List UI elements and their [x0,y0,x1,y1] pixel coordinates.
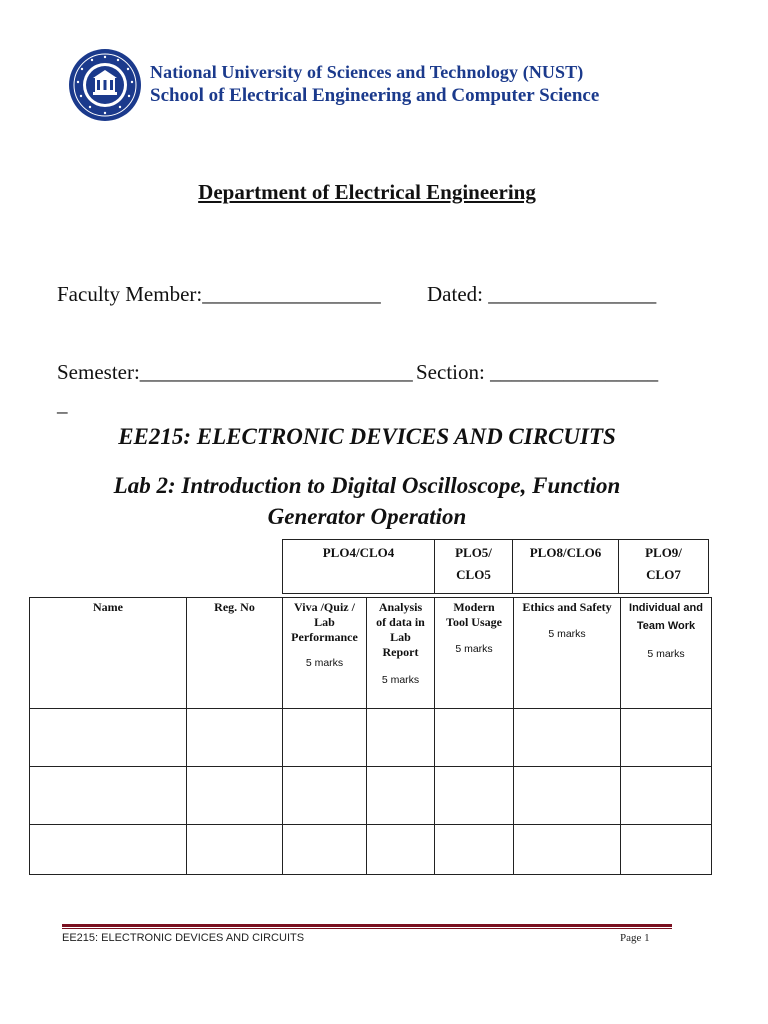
cell-reg[interactable] [187,825,283,875]
outcome-clo7-label: CLO7 [646,567,681,582]
cell-ethics[interactable] [514,767,621,825]
individual-line2: Team Work [636,620,696,632]
individual-marks: 5 marks [647,648,685,660]
ethics-marks: 5 marks [548,628,586,640]
header-reg-no [187,598,283,709]
modern-line2: Tool Usage [446,615,502,629]
outcome-plo9-label: PLO9/ [645,545,682,560]
department-title: Department of Electrical Engineering [198,180,536,204]
analysis-line1: Analysis [378,600,423,614]
analysis-line3: Lab [390,630,411,644]
header-modern-tool [435,598,514,709]
marks-table [29,597,712,875]
cell-individual[interactable] [621,709,712,767]
footer-divider [62,924,672,927]
lab-title-line1: Lab 2: Introduction to Digital Oscilloscope, Function [113,473,621,498]
ethics-label: Ethics and Safety [522,600,612,614]
header-ethics [514,598,621,709]
faculty-member-field: Faculty Member:_________________ [57,282,381,306]
cell-ethics[interactable] [514,709,621,767]
modern-line1: Modern [453,600,495,614]
nust-seal-icon [68,48,142,122]
header-name [30,598,187,709]
cell-analysis[interactable] [367,767,435,825]
cell-name[interactable] [30,709,187,767]
table-row [30,767,712,825]
stray-underscore: _ [57,392,68,416]
cell-individual[interactable] [621,767,712,825]
outcome-plo5-label: PLO5/ [455,545,492,560]
cell-ethics[interactable] [514,825,621,875]
cell-viva[interactable] [283,825,367,875]
cell-analysis[interactable] [367,709,435,767]
footer-course: EE215: ELECTRONIC DEVICES AND CIRCUITS [62,932,305,944]
modern-marks: 5 marks [455,643,493,655]
header-viva [283,598,367,709]
course-title: EE215: ELECTRONIC DEVICES AND CIRCUITS [118,424,616,449]
semester-field: Semester:__________________________ [57,360,413,384]
university-name: National University of Sciences and Technology (NUST) [150,62,584,82]
viva-line1: Viva /Quiz / [294,600,355,614]
footer-divider-thin [62,928,672,929]
individual-line1: Individual and [629,602,703,614]
outcome-plo5-clo5 [435,540,513,594]
header-reg-label: Reg. No [214,600,255,614]
outcome-plo9-clo7 [619,540,709,594]
analysis-line2: of data in [376,615,425,629]
cell-modern[interactable] [435,825,514,875]
cell-viva[interactable] [283,767,367,825]
school-name: School of Electrical Engineering and Computer Science [150,85,600,106]
cell-reg[interactable] [187,767,283,825]
outcomes-table [282,539,709,594]
outcome-clo5-label: CLO5 [456,567,491,582]
outcome-plo8-clo6: PLO8/CLO6 [513,540,619,594]
cell-modern[interactable] [435,709,514,767]
lab-title [0,470,734,532]
cell-reg[interactable] [187,709,283,767]
header-individual [621,598,712,709]
outcome-plo4-clo4: PLO4/CLO4 [283,540,435,594]
analysis-line4: Report [382,645,419,659]
cell-individual[interactable] [621,825,712,875]
table-row [30,709,712,767]
cell-name[interactable] [30,767,187,825]
cell-modern[interactable] [435,767,514,825]
cell-analysis[interactable] [367,825,435,875]
viva-line3: Performance [291,630,358,644]
page-number: Page 1 [620,932,650,944]
table-row [30,825,712,875]
analysis-marks: 5 marks [381,674,420,686]
cell-viva[interactable] [283,709,367,767]
viva-marks: 5 marks [305,657,344,669]
viva-line2: Lab [314,615,335,629]
lab-title-line2: Generator Operation [267,504,467,529]
table-header-row [30,598,712,709]
dated-field: Dated: ________________ [427,282,657,306]
section-field: Section: ________________ [416,360,659,384]
cell-name[interactable] [30,825,187,875]
header-analysis [367,598,435,709]
header-name-label: Name [93,600,123,614]
